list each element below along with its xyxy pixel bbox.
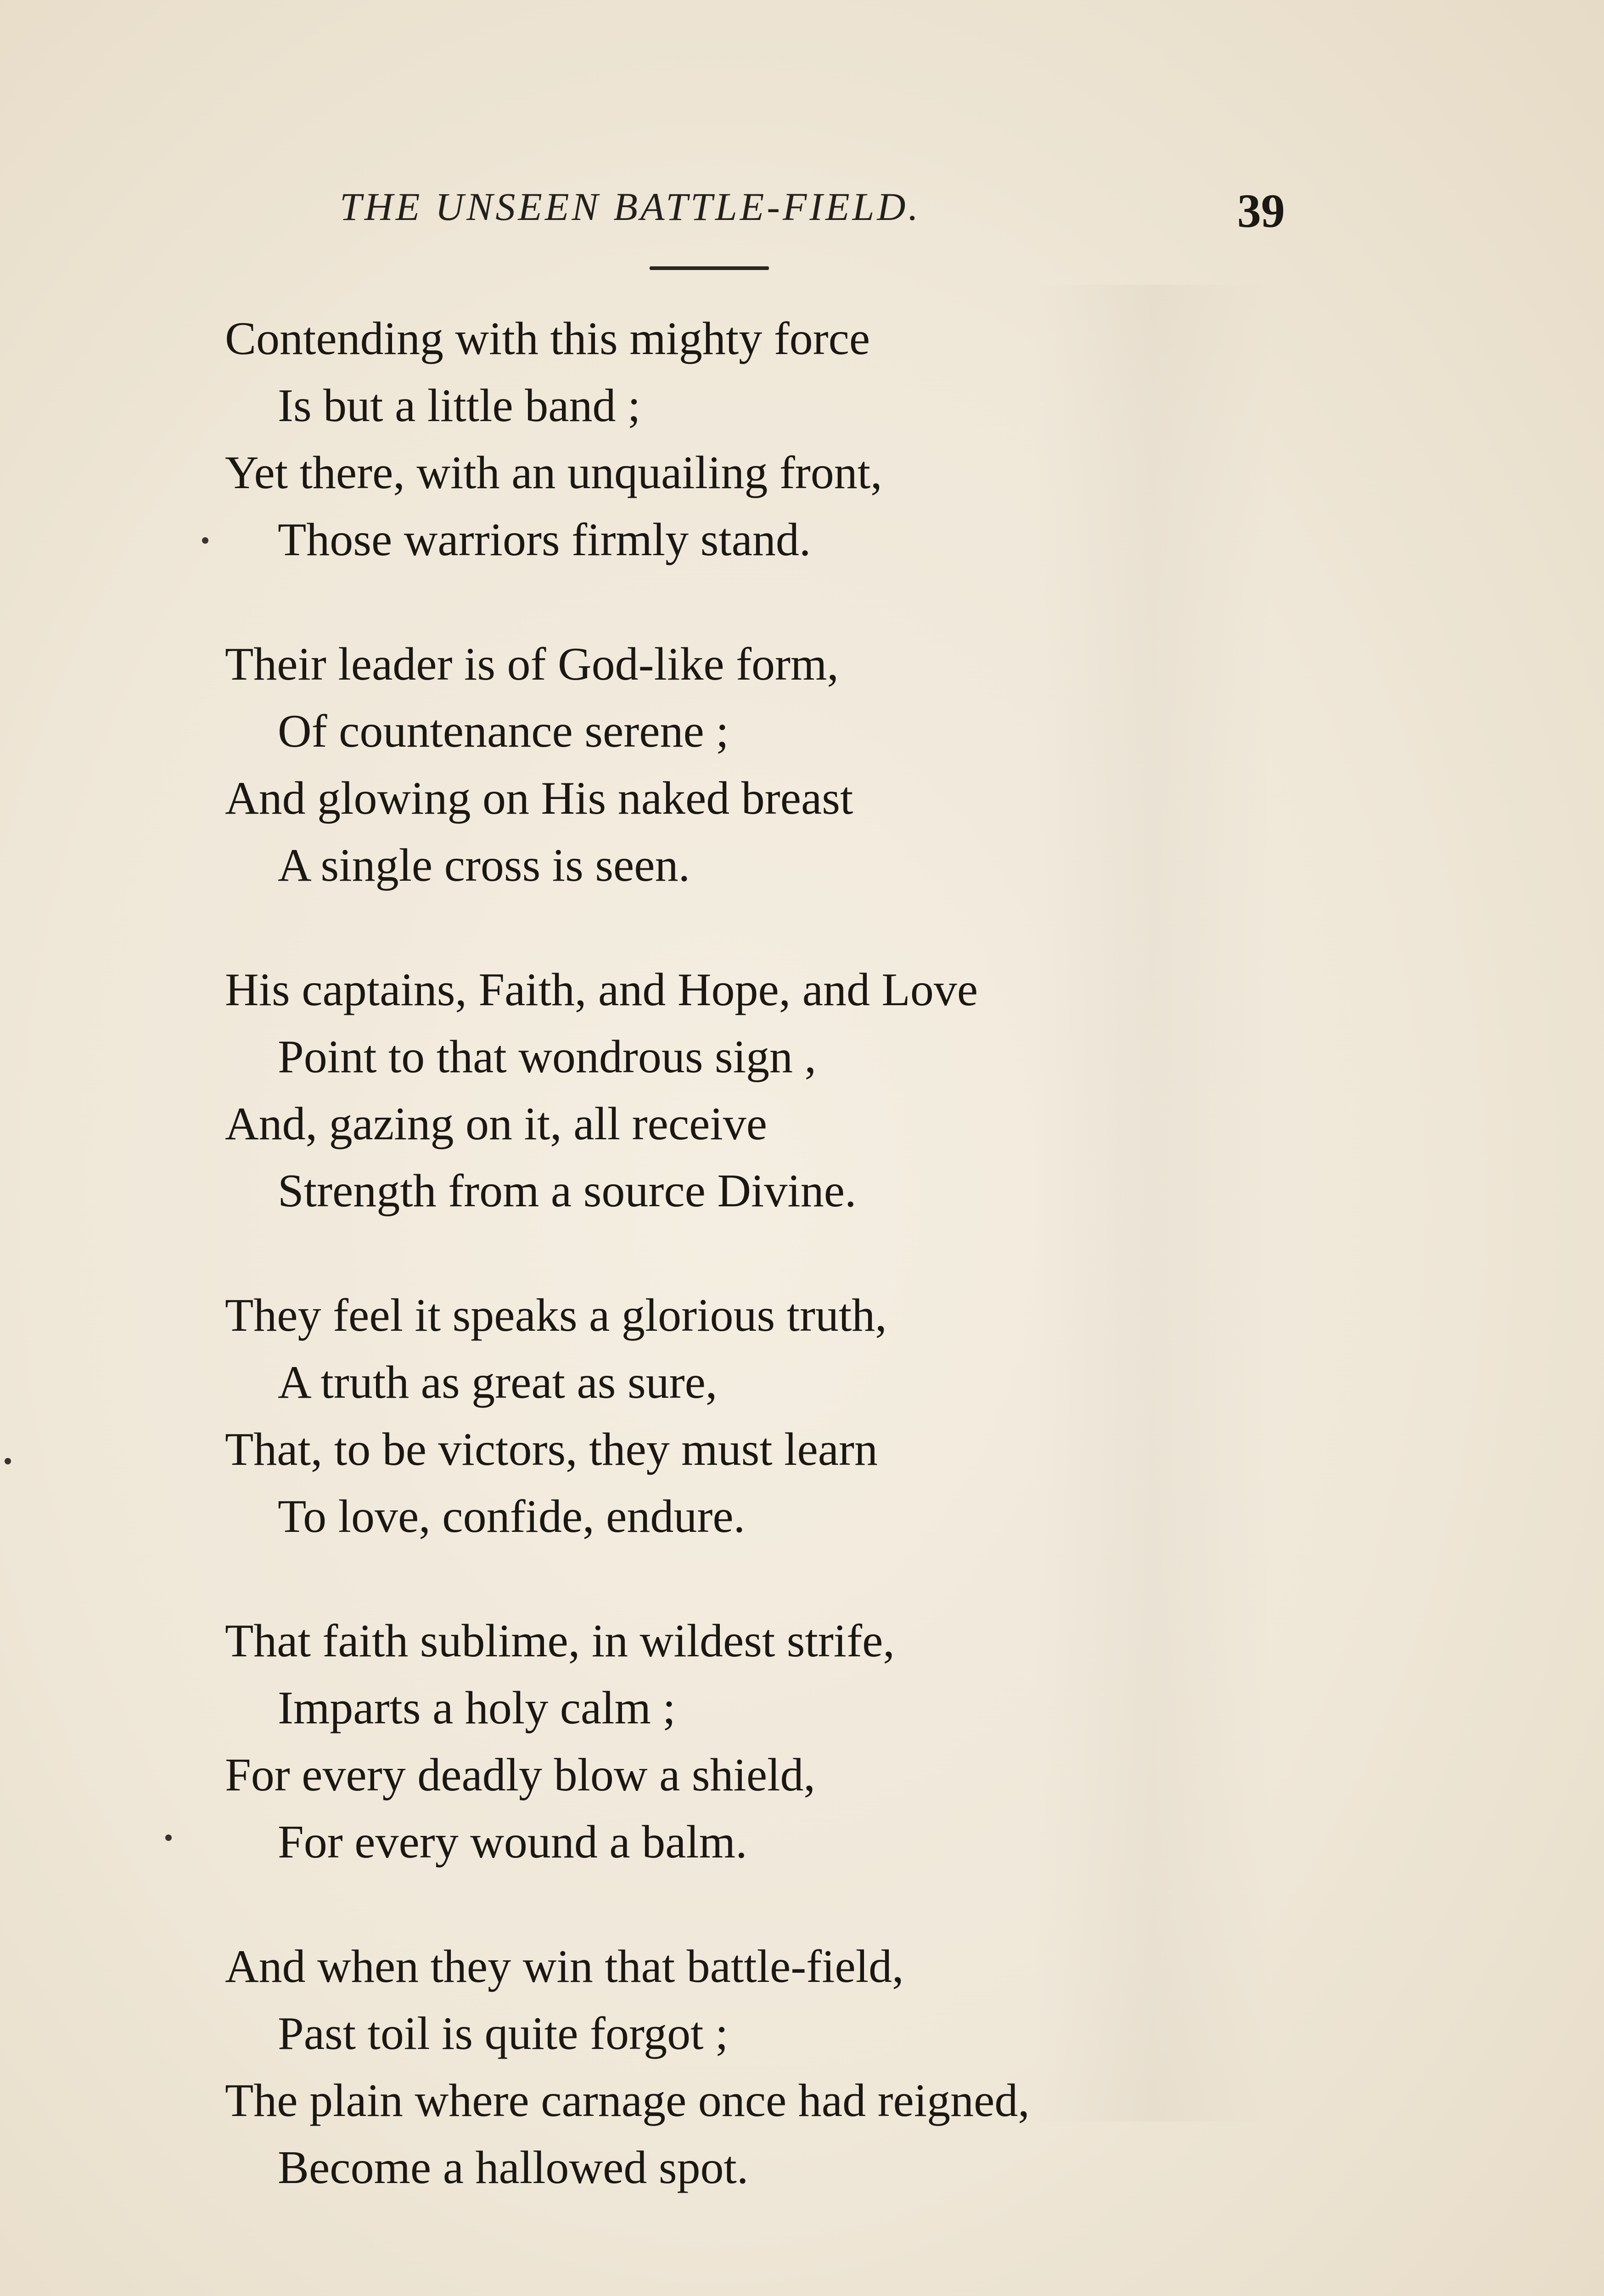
poem-line: His captains, Faith, and Hope, and Love: [225, 964, 978, 1016]
poem-line: Become a hallowed spot.: [278, 2142, 749, 2194]
poem-line: And glowing on His naked breast: [225, 772, 853, 824]
stanza: [225, 305, 1327, 574]
poem-line: And when they win that battle-field,: [225, 1941, 904, 1992]
stanza: [225, 1608, 1327, 1876]
stanza: [225, 1282, 1327, 1550]
poem-line: Yet there, with an unquailing front,: [225, 447, 882, 499]
poem-line: For every wound a balm.: [278, 1816, 747, 1868]
poem-line: The plain where carnage once had reigned,: [225, 2075, 1030, 2127]
poem-line: Imparts a holy calm ;: [278, 1682, 676, 1734]
poem-line: A single cross is seen.: [278, 839, 690, 891]
poem-line: That faith sublime, in wildest strife,: [225, 1615, 895, 1667]
poem-line: Point to that wondrous sign ,: [278, 1031, 817, 1083]
poem-line: And, gazing on it, all receive: [225, 1098, 768, 1150]
ink-speck: [5, 1458, 11, 1464]
poem-line: That, to be victors, they must learn: [225, 1424, 878, 1475]
stanza: [225, 1933, 1327, 2201]
poem-line: Contending with this mighty force: [225, 313, 870, 365]
page-number: 39: [1237, 185, 1285, 237]
poem-line: They feel it speaks a glorious truth,: [225, 1289, 887, 1341]
header-rule: [650, 266, 769, 270]
poem-line: To love, confide, endure.: [278, 1491, 746, 1542]
stanza: [225, 957, 1327, 1225]
stanza: [225, 631, 1327, 899]
ink-speck: [165, 1835, 172, 1841]
running-title: THE UNSEEN BATTLE-FIELD.: [340, 185, 921, 229]
poem-line: Those warriors firmly stand.: [278, 514, 811, 566]
poem-line: Past toil is quite forgot ;: [278, 2008, 729, 2060]
poem-line: A truth as great as sure,: [278, 1356, 718, 1408]
ink-speck: [202, 537, 208, 544]
poem-line: For every deadly blow a shield,: [225, 1749, 816, 1801]
poem-line: Of countenance serene ;: [278, 705, 729, 757]
poem-line: Strength from a source Divine.: [278, 1165, 857, 1217]
poem-body: [225, 305, 1327, 2201]
poem-line: Their leader is of God-like form,: [225, 638, 839, 690]
poem-line: Is but a little band ;: [278, 380, 641, 432]
